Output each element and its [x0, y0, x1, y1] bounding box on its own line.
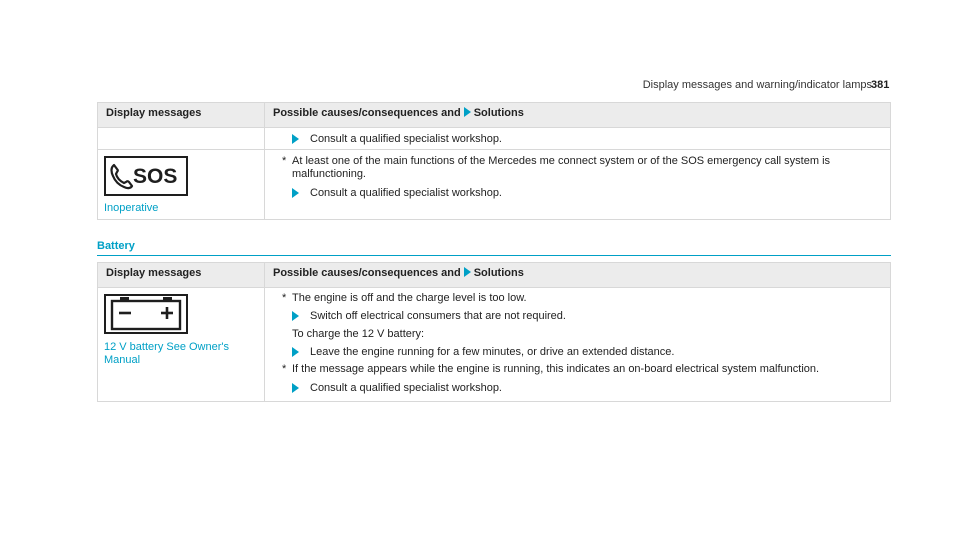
section-title-battery: Battery	[97, 240, 135, 252]
display-message-cell	[98, 288, 265, 402]
solution-arrow-icon	[292, 347, 299, 357]
section-divider	[97, 255, 891, 256]
cause-text: If the message appears while the engine is running, this indicates an on-board electrical system malfunction.	[292, 363, 820, 375]
solution-arrow-icon	[464, 107, 471, 117]
instruction-note: To charge the 12 V battery:	[292, 328, 425, 340]
solution-arrow-icon	[292, 134, 299, 144]
cause-marker-icon: *	[282, 292, 287, 304]
display-message-label-continued: Manual	[104, 354, 141, 366]
col-header-solutions-text: Solutions	[473, 267, 524, 279]
cause-text: At least one of the main functions of the Mercedes me connect system or of the SOS emergency call system is	[292, 155, 831, 167]
solution-cell	[265, 128, 891, 150]
battery-icon	[104, 294, 188, 334]
sos-icon-text: SOS	[133, 165, 178, 188]
solution-cell	[265, 288, 891, 402]
page-number: 381	[871, 79, 890, 91]
solution-text: Consult a qualified specialist workshop.	[310, 187, 502, 199]
table-header-row	[98, 263, 891, 288]
display-message-label: Inoperative	[104, 202, 159, 214]
solution-arrow-icon	[292, 188, 299, 198]
display-messages-table-2	[97, 262, 891, 402]
table-row	[98, 128, 891, 150]
cause-marker-icon: *	[282, 363, 287, 375]
col-header-causes-text: Possible causes/consequences and	[273, 107, 461, 119]
solution-cell	[265, 150, 891, 220]
display-message-cell	[98, 128, 265, 150]
cause-text: The engine is off and the charge level is too low.	[292, 292, 527, 304]
col-header-causes-text: Possible causes/consequences and	[273, 267, 461, 279]
col-header-causes-solutions	[265, 263, 891, 288]
cause-marker-icon: *	[282, 155, 287, 167]
display-message-label: 12 V battery See Owner's	[104, 341, 229, 353]
col-header-display-messages: Display messages	[98, 263, 265, 288]
table-header-row	[98, 103, 891, 128]
solution-arrow-icon	[292, 383, 299, 393]
cause-text-continued: malfunctioning.	[292, 168, 366, 180]
sos-phone-icon	[104, 156, 188, 196]
solution-text: Consult a qualified specialist workshop.	[310, 382, 502, 394]
col-header-display-messages: Display messages	[98, 103, 265, 128]
solution-text: Switch off electrical consumers that are not required.	[310, 310, 566, 322]
table-row	[98, 150, 891, 220]
col-header-causes-solutions	[265, 103, 891, 128]
display-messages-table-1	[97, 102, 891, 220]
col-header-solutions-text: Solutions	[473, 107, 524, 119]
table-row	[98, 288, 891, 402]
solution-text: Leave the engine running for a few minutes, or drive an extended distance.	[310, 346, 675, 358]
solution-arrow-icon	[292, 311, 299, 321]
solution-text: Consult a qualified specialist workshop.	[310, 133, 502, 145]
running-header-title: Display messages and warning/indicator lamps	[642, 79, 872, 91]
solution-arrow-icon	[464, 267, 471, 277]
display-message-cell	[98, 150, 265, 220]
